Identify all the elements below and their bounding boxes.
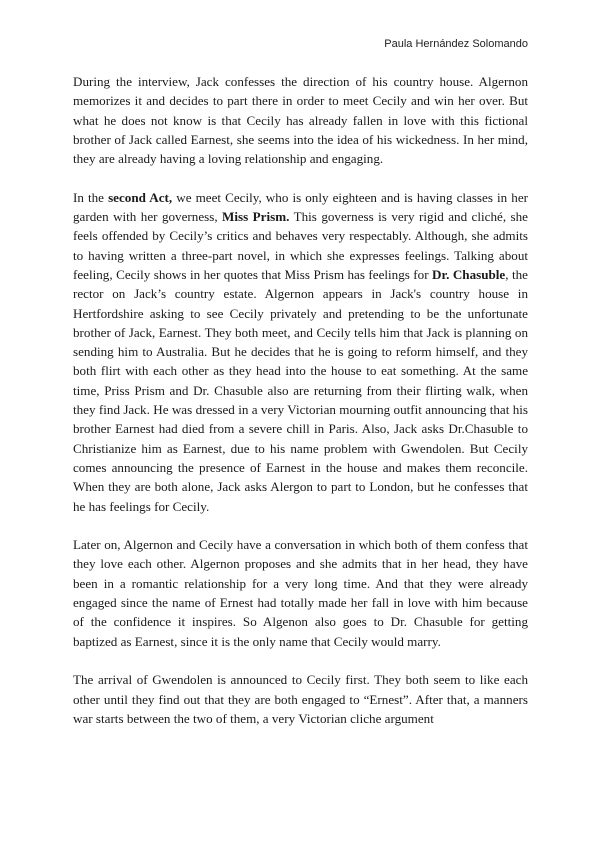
text-run: , the rector on Jack’s country estate. Algernon appears in Jack's country house in Hertfordshire asking to see Cecily privately and pretending to be the unfortunate brother of Jack, Earnest. They both meet, and Cecily tells him that Jack is planning on sending him to Australia. But he decides that he is going to reform himself, and they both flirt with each other as they head into the house to eat something. At the same time, Priss Prism and Dr. Chasuble also are returning from their flirting walk, when they find Jack. He was dressed in a very Victorian mourning outfit announcing that his brother Earnest had died from a severe chill in Paris. Also, Jack asks Dr.Chasuble to Christianize him as Earnest, due to his name problem with Gwendolen. But Cecily comes announcing the presence of Earnest in the house and makes them reconcile. When they are both alone, Jack asks Alergon to part to London, but he confesses that he has feelings for Cecily. [73, 266, 528, 514]
paragraph-interview: During the interview, Jack confesses the direction of his country house. Algernon memorizes it and decides to part there in order to meet Cecily and win her over. But what he does not know is that Cecily has already fallen in love with this fictional brother of Jack called Earnest, she seems into the idea of his wickedness. In her mind, they are already having a loving relationship and engaging. [73, 74, 528, 167]
text-run: This governess is very rigid and cliché, she feels offended by Cecily’s critics and behaves very respectably. Although, she admits to having written a three-part novel, in which she expresses feelings. Talking about feeling, Cecily shows in her quotes that Miss Prism has feelings for [73, 209, 528, 282]
text-run: In the [73, 189, 109, 205]
author-header: Paula Hernández Solomando [384, 38, 528, 50]
paragraph-gwendolen-arrival: The arrival of Gwendolen is announced to Cecily first. They both seem to like each other until they find out that they are both engaged to “Ernest”. After that, a manners war starts between the two of them, a very Victorian cliche argument [73, 672, 528, 726]
text-run: we meet Cecily, who is only eighteen and is having classes in her garden with her governess, [73, 189, 528, 225]
paragraph-second-act [73, 188, 528, 516]
document-body [73, 72, 528, 747]
paragraph-later-on: Later on, Algernon and Cecily have a conversation in which both of them confess that they love each other. Algernon proposes and she admits that in her head, they have been in a romantic relationship for a very long time. And that they were already engaged since the name of Ernest had totally made her fall in love with him because of the confidence it inspires. So Algenon also goes to Dr. Chasuble for getting baptized as Earnest, since it is the only name that Cecily would marry. [73, 537, 528, 649]
bold-miss-prism: Miss Prism. [222, 209, 290, 225]
bold-second-act: second Act, [108, 189, 173, 205]
bold-dr-chasuble: Dr. Chasuble [432, 266, 506, 282]
